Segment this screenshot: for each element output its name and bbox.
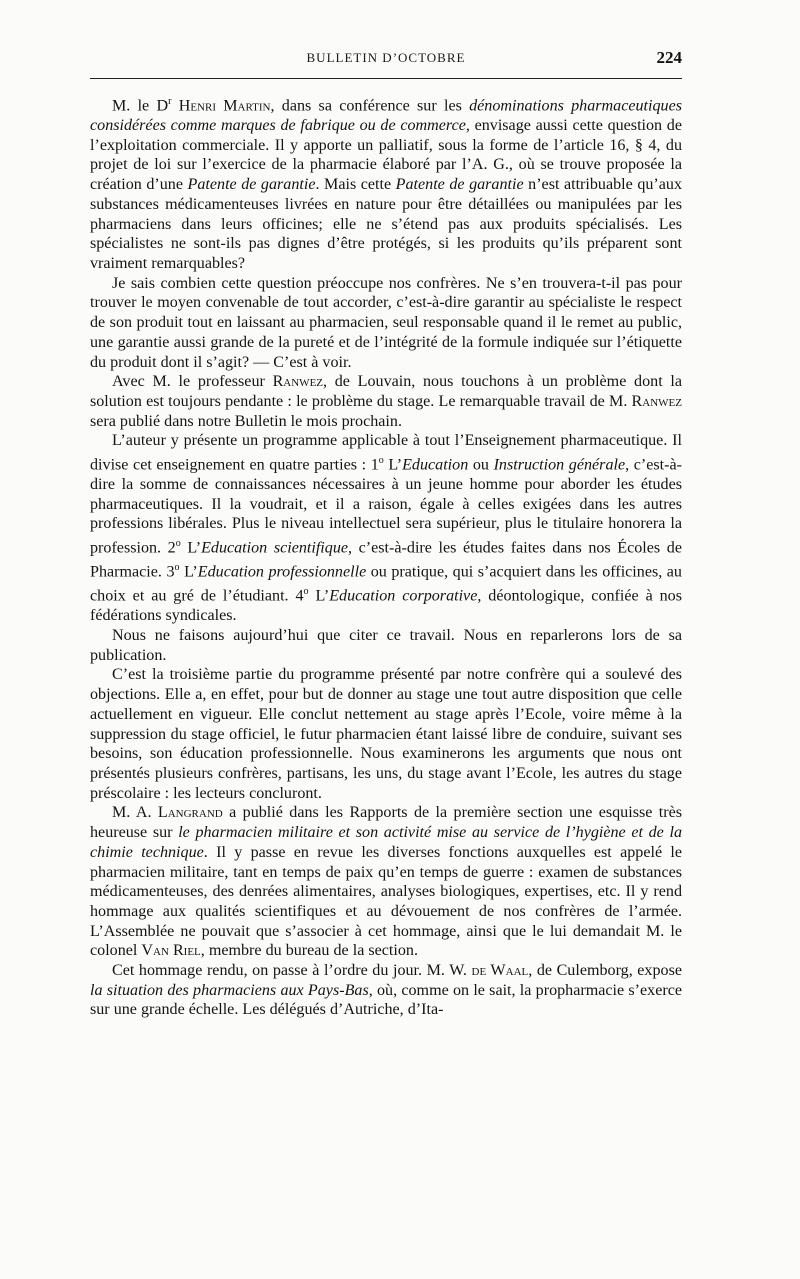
paragraph xyxy=(90,626,682,665)
text-run: , de Louvain, nous touchons à un problème dont la solution est toujours pendante : le problème du stage. Le remarquable travail de M. xyxy=(90,373,682,410)
superscript: o xyxy=(378,455,384,467)
italic-text: le pharmacien militaire et son activité mise au service de l’hygiène et de la chimie technique xyxy=(90,824,682,861)
name-small-caps: Langrand xyxy=(157,804,223,822)
page-header xyxy=(90,48,682,72)
text-run: , dans sa conférence sur les xyxy=(270,97,470,115)
italic-text: Education scientifique xyxy=(201,539,349,557)
italic-text: Instruction générale xyxy=(493,456,626,474)
text-run: L’ xyxy=(308,587,330,605)
paragraph xyxy=(90,961,682,1020)
text-run: M. le D xyxy=(112,97,169,115)
text-run: n’est attribuable qu’aux substances médicamenteuses livrées en nature pour être détaillées ou manipulées par les pharmaciens dans leurs officines; elle ne s’étend pas aux produits spécialisés. Les spécialistes ne sont-ils pas dignes d’être protégés, si les produits qu’ils préparent sont vraiment remarquables? xyxy=(90,176,683,272)
text-run: Nous ne faisons aujourd’hui que citer ce travail. Nous en reparlerons lors de sa publication. xyxy=(90,627,682,664)
paragraph xyxy=(90,431,682,626)
text-run: , membre du bureau de la section. xyxy=(200,942,418,960)
text-run: ou xyxy=(468,456,494,474)
name-small-caps: de Waal xyxy=(471,962,529,980)
text-run: ou pratique, qui s’acquiert dans les officines, au choix et au gré de l’étudiant. 4 xyxy=(90,563,682,605)
text-run: L’ xyxy=(383,456,403,474)
page-number: 224 xyxy=(656,48,682,67)
text-run: Cet hommage rendu, on passe à l’ordre du jour. M. W. xyxy=(112,962,472,980)
text-run: Je sais combien cette question préoccupe nos confrères. Ne s’en trouvera-t-il pas pour trouver le moyen convenable de tout accorder, c’est-à-dire garantir au spécialiste le respect de son produit tout en laissant au pharmacien, seul responsable quand il le remet au public, une garantie aussi grande de la pureté et de l’intégrité de la formule indiquée sur l’étiquette du produit dont il s’agit? — C’est à voir. xyxy=(90,274,682,371)
paragraph xyxy=(90,665,682,803)
name-small-caps: Ranwez xyxy=(631,392,682,410)
text-run: , envisage aussi cette question de l’exploitation commerciale. Il y apporte un palliatif, sous la forme de l’article 16, § 4, du projet de loi sur l’exercice de la pharmacie élaboré par l’A. G., où se trouve proposée la création d’une xyxy=(90,117,682,194)
paragraph xyxy=(90,92,682,274)
name-small-caps: Van Riel xyxy=(141,942,201,960)
italic-text: Education xyxy=(402,456,469,474)
text-run: L’auteur y présente un programme applicable à tout l’Enseignement pharmaceutique. Il divise cet enseignement en quatre parties : 1 xyxy=(90,432,682,474)
body-text xyxy=(90,92,682,1020)
text-run: Avec M. le professeur xyxy=(112,373,273,391)
superscript: o xyxy=(303,586,309,598)
name-small-caps: Ranwez xyxy=(272,373,324,391)
italic-text: Patente de garantie xyxy=(187,176,316,194)
running-title: BULLETIN D’OCTOBRE xyxy=(306,50,466,65)
superscript: r xyxy=(168,96,172,107)
header-rule xyxy=(90,78,682,79)
italic-text: la situation des pharmaciens aux Pays-Bas xyxy=(90,981,369,999)
italic-text: Education professionnelle xyxy=(197,563,367,581)
text-run: , c’est-à-dire la somme de connaissances nécessaires à un jeune homme pour aborder les études pharmaceutiques. Il la voudrait, et il a raison, égale à celles exigées dans les autres professions libérales. Plus le niveau intellectuel sera supérieur, plus le titulaire honorera la profession. 2 xyxy=(90,456,682,557)
text-run xyxy=(171,97,178,114)
superscript: o xyxy=(175,538,181,550)
text-run: , de Culemborg, expose xyxy=(528,962,682,980)
text-run: L’ xyxy=(180,539,202,557)
italic-text: Education corporative xyxy=(329,587,478,605)
paragraph xyxy=(90,372,682,431)
text-run: , où, comme on le sait, la propharmacie s’exerce sur une grande échelle. Les délégués d’Autriche, d’Ita- xyxy=(90,981,682,1019)
text-run: . Mais cette xyxy=(315,176,396,194)
italic-text: dénominations pharmaceutiques considérées comme marques de fabrique ou de commerce xyxy=(90,97,682,135)
italic-text: Patente de garantie xyxy=(395,176,524,194)
paragraph xyxy=(90,274,682,373)
paragraph xyxy=(90,803,682,961)
text-run: . Il y passe en revue les diverses fonctions auxquelles est appelé le pharmacien militaire, tant en temps de paix qu’en temps de guerre : examen de substances médicamenteuses, des denrées alimentaires, analyses biologiques, expertises, etc. Il y rend hommage aux qualités scientifiques et au dévouement de nos confrères de l’armée. L’Assemblée ne pouvait que s’associer à cet hommage, ainsi que le lui demandait M. le colonel xyxy=(90,843,683,960)
superscript: o xyxy=(174,562,180,574)
text-run: L’ xyxy=(179,563,198,581)
text-run: C’est la troisième partie du programme présenté par notre confrère qui a soulevé des objections. Elle a, en effet, pour but de donner au stage une tout autre disposition que celle actuellement en vigueur. Elle conclut nettement au stage après l’Ecole, voire même à la suppression du stage officiel, le futur pharmacien étant laissé libre de conduire, suivant ses besoins, son éducation professionnelle. Nous examinerons les arguments que nous ont présentés plusieurs confrères, partisans, les uns, du stage avant l’Ecole, les autres du stage préscolaire : les lecteurs concluront. xyxy=(90,666,682,802)
text-run: , c’est-à-dire les études faites dans nos Écoles de Pharmacie. 3 xyxy=(90,539,682,581)
text-run: , déontologique, confiée à nos fédérations syndicales. xyxy=(90,587,682,625)
text-run: sera publié dans notre Bulletin le mois prochain. xyxy=(90,412,402,430)
name-small-caps: Henri Martin xyxy=(178,97,271,115)
text-run: a publié dans les Rapports de la première section une esquisse très heureuse sur xyxy=(90,804,682,842)
text-run: M. A. xyxy=(112,804,158,822)
